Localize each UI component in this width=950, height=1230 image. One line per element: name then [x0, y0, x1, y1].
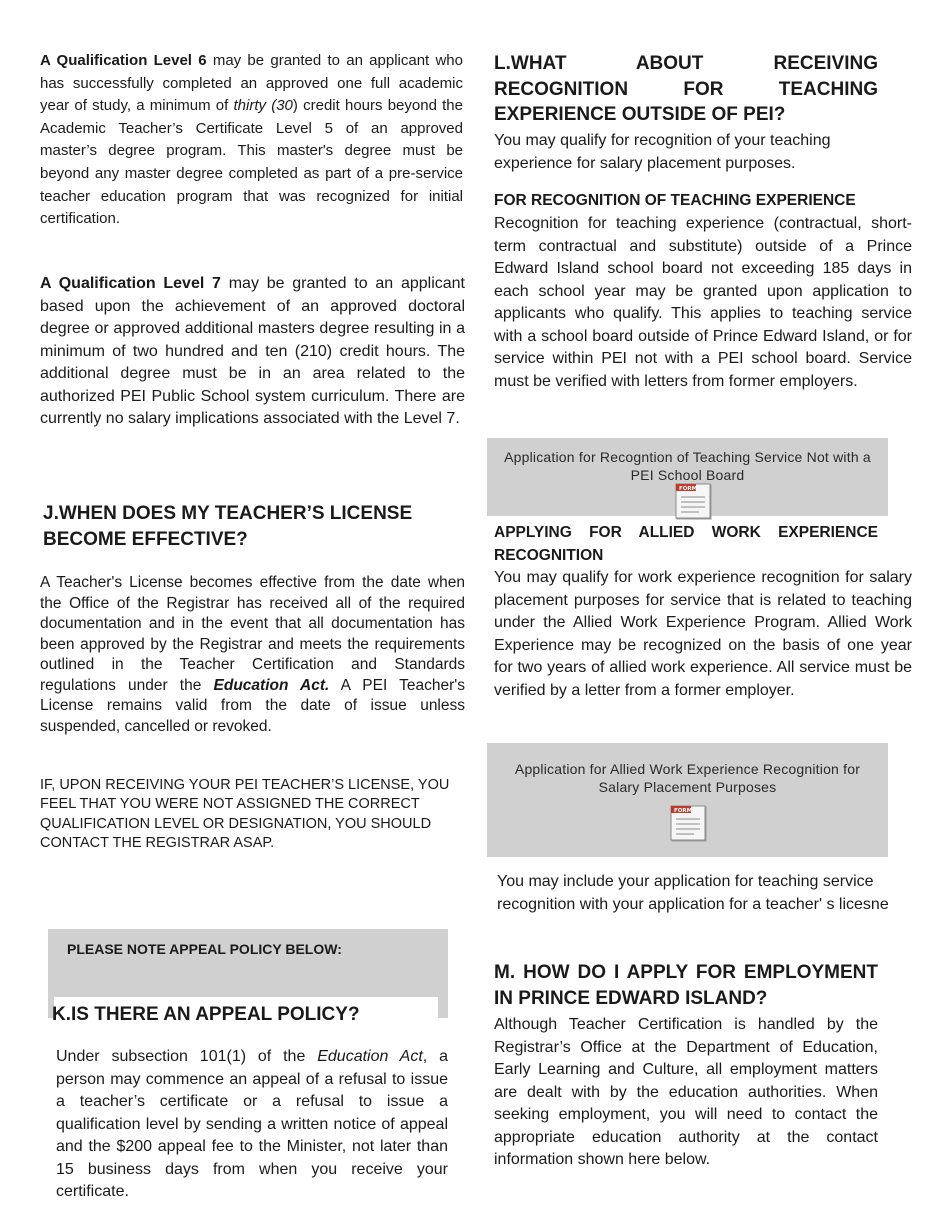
section-j-heading: J.WHEN DOES MY TEACHER’S LICENSE BECOME EFFECTIVE?	[43, 503, 413, 550]
section-j-paragraph: A Teacher's License becomes effective from the date when the Office of the Registrar has received all of the required documentation and in the event that all documentation has been approved by the Registrar and meets the requirements outlined in the Teacher Certification and Standards regulations under the Education Act. A PEI Teacher's License remains valid from the date of issue unless suspended, cancelled or revoked.	[40, 574, 465, 735]
allied-work-heading: APPLYING FOR ALLIED WORK EXPERIENCE RECOGNITION	[494, 524, 878, 564]
section-l-heading: L.WHAT ABOUT RECEIVING RECOGNITION FOR TEACHING EXPERIENCE OUTSIDE OF PEI?	[494, 53, 878, 125]
teaching-experience-paragraph: Recognition for teaching experience (contractual, short-term contractual and substitute) outside of a Prince Edward Island school board not exceeding 185 days in each school year may be granted upon application to applicants who qualify. This applies to teaching service with a school board outside of Prince Edward Island, or for service within PEI not with a PEI school board. Service must be verified with letters from former employers.	[494, 215, 912, 390]
teaching-experience-subheading: FOR RECOGNITION OF TEACHING EXPERIENCE	[494, 192, 856, 209]
section-m-paragraph: Although Teacher Certification is handled by the Registrar’s Office at the Department of Education, Early Learning and Culture, all employment matters are dealt with by the education authorities. When seeking employment, you will need to contact the appropriate education authority at the contact information shown here below.	[494, 1016, 878, 1168]
section-k-heading: K.IS THERE AN APPEAL POLICY?	[52, 1004, 360, 1025]
level7-lead: A Qualification Level 7	[40, 275, 221, 292]
form-document-icon[interactable]	[668, 803, 708, 843]
level7-paragraph: A Qualification Level 7 may be granted to an applicant based upon the achievement of an approved doctoral degree or approved additional masters degree resulting in a minimum of two hundred and ten (210) credit hours. The additional degree must be in an area related to the authorized PEI Public School system curriculum. There are currently no salary implications associated with the Level 7.	[40, 275, 465, 427]
allied-work-paragraph: You may qualify for work experience recognition for salary placement purposes for service that is related to teaching under the Allied Work Experience Program. Allied Work Experience may be recognized on the basis of one year for two years of allied work experience. All service must be verified by a letter from a former employer.	[494, 569, 912, 699]
teaching-service-form-link[interactable]: Application for Recogntion of Teaching Service Not with a PEI School Board	[504, 449, 871, 483]
level6-lead: A Qualification Level 6	[40, 52, 207, 69]
education-act-ref-k: Education Act	[317, 1048, 423, 1065]
education-act-ref: Education Act.	[213, 676, 330, 694]
appeal-note-text: PLEASE NOTE APPEAL POLICY BELOW:	[67, 941, 342, 957]
section-k-paragraph: Under subsection 101(1) of the Education Act, a person may commence an appeal of a refusal to issue a teacher’s certificate or a refusal to issue a qualification level by sending a written notice of appeal and the $200 appeal fee to the Minister, not later than 15 business days from when you receive your certificate.	[56, 1048, 449, 1200]
svg-text:FORM: FORM	[679, 486, 698, 492]
section-l-intro: You may qualify for recognition of your teaching experience for salary placement purposes.	[494, 132, 831, 172]
include-application-note: You may include your application for teaching service recognition with your application for a teacher' s licesne	[497, 873, 889, 913]
section-m-heading: M. HOW DO I APPLY FOR EMPLOYMENT IN PRINCE EDWARD ISLAND?	[494, 962, 878, 1009]
svg-text:FORM: FORM	[674, 808, 693, 814]
form-document-icon[interactable]	[673, 481, 713, 521]
license-caps-note: IF, UPON RECEIVING YOUR PEI TEACHER’S LICENSE, YOU FEEL THAT YOU WERE NOT ASSIGNED THE CORRECT QUALIFICATION LEVEL OR DESIGNATION, YOU SHOULD CONTACT THE REGISTRAR ASAP.	[40, 777, 450, 851]
level6-paragraph: A Qualification Level 6 may be granted to an applicant who has successfully completed an approved one full academic year of study, a minimum of thirty (30) credit hours beyond the Academic Teacher’s Certificate Level 5 of an approved master’s degree program. This master's degree must be beyond any master degree completed as part of a pre-service teacher education program that was recognized for initial certification.	[40, 52, 463, 228]
allied-work-form-link[interactable]: Application for Allied Work Experience Recognition for Salary Placement Purposes	[514, 761, 861, 795]
